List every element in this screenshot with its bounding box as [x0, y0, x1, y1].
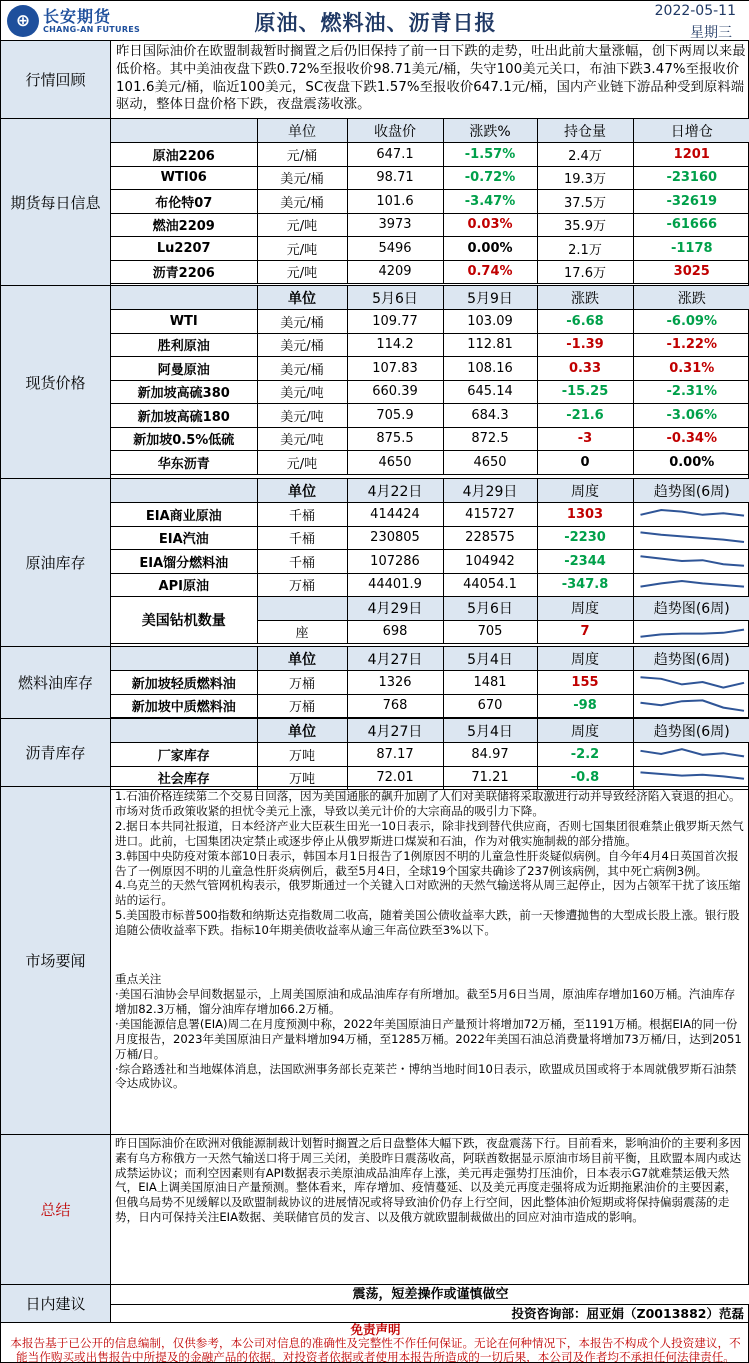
- spot-name: 新加坡高硫380: [111, 380, 257, 404]
- spot-name: 华东沥青: [111, 451, 257, 475]
- intraday-advice-label: 日内建议: [1, 1285, 111, 1322]
- crude-inventory-table: [111, 479, 749, 644]
- news-item: 2.据日本共同社报道，日本经济产业大臣萩生田光一10日表示，除非找到替代供应商，否则七国集团很难禁止俄罗斯天然气进口。此前，七国集团决定禁止或逐步停止从俄罗斯进口煤炭和石油，作为对俄实施制裁的部分措施。: [115, 818, 744, 848]
- market-review-label: 行情回顾: [1, 41, 111, 118]
- change-percent: 0.74%: [443, 260, 537, 284]
- inventory-name: 新加坡轻质燃料油: [111, 671, 257, 695]
- spot-header-row: [111, 286, 749, 310]
- value-week2: 705: [443, 620, 537, 644]
- fuel-oil-inventory-label: 燃料油库存: [1, 647, 111, 718]
- trend-line: [640, 677, 744, 687]
- trend-cell: [633, 766, 749, 790]
- unit-cell: 美元/桶: [257, 310, 347, 334]
- daily-oi-change: 3025: [633, 260, 749, 284]
- disclaimer-title: 免责声明: [350, 1322, 401, 1337]
- inventory-name: API原油: [111, 573, 257, 597]
- report-title: 原油、燃料油、沥青日报: [254, 11, 497, 35]
- asphalt-header-cell: 4月27日: [347, 719, 443, 743]
- market-review-section: [1, 41, 749, 119]
- trend-cell: [633, 573, 749, 597]
- trend-line: [640, 510, 744, 516]
- unit-cell: 美元/吨: [257, 380, 347, 404]
- unit-cell: 美元/桶: [257, 190, 347, 214]
- value-week2: 1481: [443, 671, 537, 695]
- value-week2: 44054.1: [443, 573, 537, 597]
- rig-header-cell: 周度: [537, 597, 633, 621]
- spot-name: 新加坡0.5%低硫: [111, 427, 257, 451]
- crude-header-cell: 4月29日: [443, 479, 537, 503]
- market-review-text: 昨日国际油价在欧盟制裁暂时搁置之后仍旧保持了前一日下跌的走势，吐出此前大量涨幅，创下两周以来最低价格。其中美油夜盘下跌0.72%至报收价98.71美元/桶，失守100美元关口，布油下跌3.47%至报收价101.6美元/桶，临近100美元，SC夜盘下跌1.57%至报收价647.1元/桶，国内产业链下游品种受到原料端驱动，整体日盘价格下跌，夜盘震荡收涨。: [116, 44, 746, 113]
- weekly-change: -347.8: [537, 573, 633, 597]
- inventory-row: [111, 694, 749, 718]
- contract-name: 原油2206: [111, 143, 257, 167]
- value-week1: 44401.9: [347, 573, 443, 597]
- inventory-row: [111, 573, 749, 597]
- unit-cell: 万桶: [257, 671, 347, 695]
- unit-cell: 万吨: [257, 743, 347, 767]
- rig-header-cell: 4月29日: [347, 597, 443, 621]
- price-change-percent: 0.31%: [633, 357, 749, 381]
- asphalt-header-cell: 单位: [257, 719, 347, 743]
- inventory-name: 新加坡中质燃料油: [111, 694, 257, 718]
- change-percent: 0.00%: [443, 237, 537, 261]
- contract-name: 布伦特07: [111, 190, 257, 214]
- contract-name: Lu2207: [111, 237, 257, 261]
- spot-header-cell: 涨跌: [537, 286, 633, 310]
- value-week1: 768: [347, 694, 443, 718]
- inventory-row: [111, 550, 749, 574]
- asphalt-inventory-section: [1, 719, 749, 787]
- summary-label: 总结: [1, 1135, 111, 1284]
- inventory-name: EIA汽油: [111, 526, 257, 550]
- summary-section: [1, 1135, 749, 1285]
- spot-header-cell: 5月6日: [347, 286, 443, 310]
- open-interest: 37.5万: [537, 190, 633, 214]
- futures-header-cell: 持仓量: [537, 119, 633, 143]
- logo-chinese-name: 长安期货: [43, 7, 112, 26]
- unit-cell: 千桶: [257, 550, 347, 574]
- price-change: -1.39: [537, 333, 633, 357]
- unit-cell: 元/吨: [257, 451, 347, 475]
- news-spacer: [115, 938, 745, 972]
- logo-emblem-icon: ⊕: [7, 5, 39, 37]
- inventory-row: [111, 671, 749, 695]
- spot-row: [111, 357, 749, 381]
- trend-sparkline: [636, 504, 749, 524]
- price-day2: 645.14: [443, 380, 537, 404]
- price-day2: 103.09: [443, 310, 537, 334]
- unit-cell: 万桶: [257, 694, 347, 718]
- focus-item: ·美国石油协会早间数据显示，上周美国原油和成品油库存有所增加。截至5月6日当周，原油库存增加160万桶。汽油库存增加82.3万桶，馏分油库存增加66.2万桶。: [115, 986, 736, 1016]
- trend-sparkline: [636, 551, 749, 571]
- trend-cell: [633, 743, 749, 767]
- spot-header-cell: [111, 286, 257, 310]
- spot-row: [111, 451, 749, 475]
- spot-row: [111, 427, 749, 451]
- price-change-percent: -6.09%: [633, 310, 749, 334]
- market-news-label: 市场要闻: [1, 787, 111, 1134]
- futures-row: [111, 143, 749, 167]
- spot-price-label: 现货价格: [1, 286, 111, 478]
- news-item: 1.石油价格连续第二个交易日回落，因为美国通胀的飙升加剧了人们对美联储将采取激进行动并导致经济陷入衰退的担心。市场对货币政策收紧的担忧令美元上涨，导致以美元计价的大宗商品的吸引力下降。: [115, 789, 741, 818]
- crude-header-cell: 单位: [257, 479, 347, 503]
- trend-line: [640, 532, 744, 542]
- change-percent: -3.47%: [443, 190, 537, 214]
- rig-count-name: 美国钻机数量: [111, 597, 257, 644]
- change-percent: 0.03%: [443, 213, 537, 237]
- spot-header-cell: 涨跌: [633, 286, 749, 310]
- futures-row: [111, 190, 749, 214]
- inventory-row: [111, 743, 749, 767]
- price-change: 0: [537, 451, 633, 475]
- price-day1: 660.39: [347, 380, 443, 404]
- summary-text: 昨日国际油价在欧洲对俄能源制裁计划暂时搁置之后日盘整体大幅下跌，夜盘震荡下行。目前看来，影响油价的主要利多因素有乌方称俄方一天然气输送口将于周三关闭，美股昨日震荡收高，阿联酋数据显示原油市场目前平衡，且欧盟本周内或达成禁运协议；而利空因素则有API数据表示美原油成品油库存上涨，美元再走强势打压油价，日本表示G7就难禁运俄天然气，EIA上调美国原油日产量预测。整体看来，库存增加、疫情蔓延、以及美元再度走强将成为近期拖累油价的主要因素，但俄乌局势不见缓解以及欧盟制裁协议的进展情况或将导致油价仍存上行空间，因此整体油价短期或将保持偏弱震荡的走势，日内可保持关注EIA数据、美联储官员的发言、以及俄方就欧盟制裁做出的回应对油市造成的影响。: [115, 1136, 742, 1224]
- market-news-section: [1, 787, 749, 1135]
- futures-row: [111, 166, 749, 190]
- inventory-row: [111, 526, 749, 550]
- futures-header-row: [111, 119, 749, 143]
- trend-cell: [633, 694, 749, 718]
- trend-line: [640, 556, 744, 566]
- inventory-name: EIA商业原油: [111, 503, 257, 527]
- unit-cell: 元/吨: [257, 260, 347, 284]
- close-price: 3973: [347, 213, 443, 237]
- trend-cell: [633, 620, 749, 644]
- price-day2: 112.81: [443, 333, 537, 357]
- contract-name: 沥青2206: [111, 260, 257, 284]
- futures-header-cell: 日增仓: [633, 119, 749, 143]
- unit-cell: 万桶: [257, 573, 347, 597]
- futures-header-cell: 涨跌%: [443, 119, 537, 143]
- trend-cell: [633, 526, 749, 550]
- weekly-change: 155: [537, 671, 633, 695]
- unit-cell: 千桶: [257, 503, 347, 527]
- news-item: 3.韩国中央防疫对策本部10日表示，韩国本月1日报告了1例原因不明的儿童急性肝炎疑似病例。自今年4月4日英国首次报告了一例原因不明的儿童急性肝炎病例后，截至5月4日，全球19个国家共确诊了237例该病例，其中死亡病例3例。: [115, 848, 739, 878]
- crude-header-cell: 趋势图(6周): [633, 479, 749, 503]
- contract-name: 燃油2209: [111, 213, 257, 237]
- unit-cell: 万吨: [257, 766, 347, 790]
- unit-cell: 美元/桶: [257, 333, 347, 357]
- value-week2: 71.21: [443, 766, 537, 790]
- weekly-change: 7: [537, 620, 633, 644]
- spot-header-cell: 单位: [257, 286, 347, 310]
- price-day1: 114.2: [347, 333, 443, 357]
- price-change: -15.25: [537, 380, 633, 404]
- unit-cell: 千桶: [257, 526, 347, 550]
- futures-header-cell: [111, 119, 257, 143]
- fuel-header-cell: 4月27日: [347, 647, 443, 671]
- open-interest: 2.1万: [537, 237, 633, 261]
- futures-section: [1, 119, 749, 286]
- daily-oi-change: 1201: [633, 143, 749, 167]
- trend-cell: [633, 503, 749, 527]
- daily-oi-change: -23160: [633, 166, 749, 190]
- trend-line: [640, 581, 744, 587]
- asphalt-inventory-table: [111, 719, 749, 790]
- spot-name: 胜利原油: [111, 333, 257, 357]
- asphalt-header-cell: [111, 719, 257, 743]
- fuel-header-cell: 单位: [257, 647, 347, 671]
- trend-line: [640, 749, 744, 756]
- spot-name: 阿曼原油: [111, 357, 257, 381]
- report-weekday: 星期三: [690, 25, 732, 41]
- asphalt-header-cell: 趋势图(6周): [633, 719, 749, 743]
- daily-oi-change: -1178: [633, 237, 749, 261]
- close-price: 101.6: [347, 190, 443, 214]
- trend-line: [640, 772, 744, 778]
- close-price: 98.71: [347, 166, 443, 190]
- price-change-percent: -1.22%: [633, 333, 749, 357]
- close-price: 5496: [347, 237, 443, 261]
- trend-sparkline: [636, 768, 749, 788]
- trend-cell: [633, 671, 749, 695]
- weekly-change: -2.2: [537, 743, 633, 767]
- open-interest: 19.3万: [537, 166, 633, 190]
- close-price: 647.1: [347, 143, 443, 167]
- crude-header-cell: [111, 479, 257, 503]
- asphalt-inventory-label: 沥青库存: [1, 719, 111, 786]
- futures-table: [111, 119, 749, 284]
- price-change-percent: 0.00%: [633, 451, 749, 475]
- daily-oi-change: -61666: [633, 213, 749, 237]
- weekly-change: -2344: [537, 550, 633, 574]
- trend-sparkline: [636, 672, 749, 692]
- asphalt-header-cell: 5月4日: [443, 719, 537, 743]
- price-day1: 705.9: [347, 404, 443, 428]
- trend-sparkline: [636, 744, 749, 764]
- trend-sparkline: [636, 528, 749, 548]
- contract-name: WTI06: [111, 166, 257, 190]
- news-item: 4.乌克兰的天然气管网机构表示，俄罗斯通过一个关键入口对欧洲的天然气输送将从周三起停止，因为占领军干扰了该压缩站的运行。: [115, 878, 741, 908]
- fuel-header-cell: 周度: [537, 647, 633, 671]
- crude-header-row: [111, 479, 749, 503]
- value-week1: 87.17: [347, 743, 443, 767]
- inventory-name: 厂家库存: [111, 743, 257, 767]
- spot-name: WTI: [111, 310, 257, 334]
- report-date: 2022-05-11: [654, 3, 736, 19]
- asphalt-header-cell: 周度: [537, 719, 633, 743]
- futures-row: [111, 237, 749, 261]
- close-price: 4209: [347, 260, 443, 284]
- open-interest: 17.6万: [537, 260, 633, 284]
- disclaimer: [1, 1323, 749, 1363]
- focus-item: ·美国能源信息署(EIA)周二在月度预测中称，2022年美国原油日产量预计将增加72万桶，至1191万桶。根据EIA的同一份月度报告，2023年美国原油日产量料增加94万桶，至1285万桶。2022年美国石油总消费量将增加73万桶/日，达到2051万桶/日。: [115, 1016, 742, 1061]
- analyst-credit: 投资咨询部：屈亚娟（Z0013882）范磊: [511, 1306, 744, 1321]
- inventory-name: 社会库存: [111, 766, 257, 790]
- futures-row: [111, 213, 749, 237]
- intraday-advice-text: 震荡，短差操作或谨慎做空: [111, 1285, 749, 1305]
- price-day1: 107.83: [347, 357, 443, 381]
- spot-row: [111, 333, 749, 357]
- value-week1: 230805: [347, 526, 443, 550]
- market-news-body: [111, 787, 749, 1134]
- price-change: -6.68: [537, 310, 633, 334]
- weekly-change: -2230: [537, 526, 633, 550]
- focus-title: 重点关注: [115, 972, 162, 987]
- open-interest: 35.9万: [537, 213, 633, 237]
- spot-row: [111, 404, 749, 428]
- crude-header-cell: 4月22日: [347, 479, 443, 503]
- weekly-change: -0.8: [537, 766, 633, 790]
- intraday-advice-section: [1, 1285, 749, 1323]
- fuel-header-cell: 趋势图(6周): [633, 647, 749, 671]
- price-day2: 4650: [443, 451, 537, 475]
- weekly-change: 1303: [537, 503, 633, 527]
- value-week1: 698: [347, 620, 443, 644]
- value-week1: 1326: [347, 671, 443, 695]
- price-change-percent: -0.34%: [633, 427, 749, 451]
- price-day1: 875.5: [347, 427, 443, 451]
- futures-label: 期货每日信息: [1, 119, 111, 285]
- fuel-oil-inventory-table: [111, 647, 749, 718]
- trend-cell: [633, 550, 749, 574]
- value-week1: 107286: [347, 550, 443, 574]
- spot-price-table: [111, 286, 749, 475]
- unit-cell: 美元/桶: [257, 166, 347, 190]
- futures-header-cell: 单位: [257, 119, 347, 143]
- value-week1: 414424: [347, 503, 443, 527]
- inventory-row: [111, 503, 749, 527]
- futures-row: [111, 260, 749, 284]
- price-day1: 4650: [347, 451, 443, 475]
- price-change-percent: -3.06%: [633, 404, 749, 428]
- value-week2: 104942: [443, 550, 537, 574]
- focus-item: ·综合路透社和当地媒体消息，法国欧洲事务部长克莱芒・博纳当地时间10日表示，欧盟成员国或将于本周就俄罗斯石油禁令达成协议。: [115, 1061, 737, 1091]
- disclaimer-text: 本报告基于已公开的信息编制，仅供参考，本公司对信息的准确性及完整性不作任何保证。无论在何种情况下，本报告不构成个人投资建议，不能当作购买或出售报告中所提及的金融产品的依据。对投资者依据或者使用本报告所造成的一切后果，本公司及作者均不承担任何法律责任。: [10, 1336, 741, 1363]
- price-change: -3: [537, 427, 633, 451]
- trend-sparkline: [636, 575, 749, 595]
- unit-cell: 元/吨: [257, 213, 347, 237]
- change-percent: -1.57%: [443, 143, 537, 167]
- crude-inventory-label: 原油库存: [1, 479, 111, 646]
- price-change-percent: -2.31%: [633, 380, 749, 404]
- fuel-oil-inventory-section: [1, 647, 749, 719]
- trend-line: [640, 629, 744, 636]
- value-week2: 228575: [443, 526, 537, 550]
- trend-sparkline: [636, 622, 749, 642]
- spot-name: 新加坡高硫180: [111, 404, 257, 428]
- unit-cell: 元/桶: [257, 143, 347, 167]
- logo-english-name: CHANG-AN FUTURES: [43, 25, 141, 34]
- trend-line: [640, 700, 744, 710]
- unit-cell: 美元/桶: [257, 357, 347, 381]
- unit-cell: 美元/吨: [257, 404, 347, 428]
- trend-sparkline: [636, 696, 749, 716]
- weekly-change: -98: [537, 694, 633, 718]
- price-day2: 684.3: [443, 404, 537, 428]
- open-interest: 2.4万: [537, 143, 633, 167]
- inventory-row: [111, 766, 749, 790]
- spot-row: [111, 310, 749, 334]
- rig-header-cell: [257, 597, 347, 621]
- price-change: -21.6: [537, 404, 633, 428]
- value-week2: 670: [443, 694, 537, 718]
- unit-cell: 座: [257, 620, 347, 644]
- rig-header-row: [111, 597, 749, 621]
- spot-row: [111, 380, 749, 404]
- spot-header-cell: 5月9日: [443, 286, 537, 310]
- price-day2: 872.5: [443, 427, 537, 451]
- value-week2: 84.97: [443, 743, 537, 767]
- inventory-name: EIA馏分燃料油: [111, 550, 257, 574]
- daily-oi-change: -32619: [633, 190, 749, 214]
- price-day2: 108.16: [443, 357, 537, 381]
- spot-price-section: [1, 286, 749, 479]
- crude-header-cell: 周度: [537, 479, 633, 503]
- price-change: 0.33: [537, 357, 633, 381]
- asphalt-header-row: [111, 719, 749, 743]
- report-header: [1, 1, 749, 41]
- change-percent: -0.72%: [443, 166, 537, 190]
- price-day1: 109.77: [347, 310, 443, 334]
- crude-inventory-section: [1, 479, 749, 647]
- rig-header-cell: 5月6日: [443, 597, 537, 621]
- rig-header-cell: 趋势图(6周): [633, 597, 749, 621]
- unit-cell: 美元/吨: [257, 427, 347, 451]
- fuel-header-row: [111, 647, 749, 671]
- value-week2: 415727: [443, 503, 537, 527]
- futures-header-cell: 收盘价: [347, 119, 443, 143]
- value-week1: 72.01: [347, 766, 443, 790]
- fuel-header-cell: 5月4日: [443, 647, 537, 671]
- fuel-header-cell: [111, 647, 257, 671]
- unit-cell: 元/吨: [257, 237, 347, 261]
- news-item: 5.美国股市标普500指数和纳斯达克指数周二收高，随着美国公债收益率大跌，前一天惨遭抛售的大型成长股上涨。银行股追随公债收益率下跌。指标10年期美债收益率从逾三年高位跌至3%以下。: [115, 908, 740, 938]
